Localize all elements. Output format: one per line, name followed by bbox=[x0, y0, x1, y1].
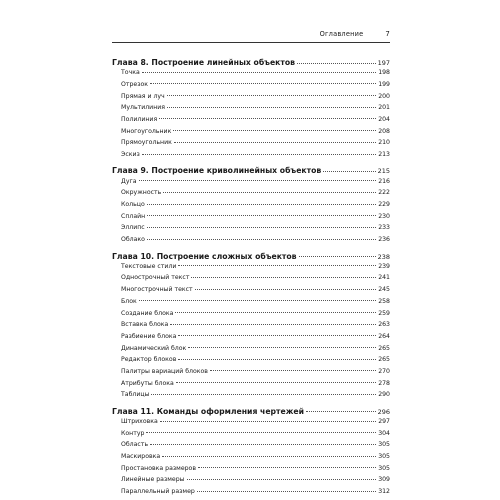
dot-leader bbox=[299, 256, 376, 257]
toc-item-title: Многострочный текст bbox=[121, 286, 193, 294]
toc-item-page-number: 258 bbox=[378, 297, 390, 305]
toc-item-title: Вставка блока bbox=[121, 321, 169, 329]
dot-leader bbox=[323, 171, 375, 172]
toc-item-title: Полилиния bbox=[121, 115, 158, 123]
toc-item-title: Простановка размеров bbox=[121, 464, 196, 472]
toc-item bbox=[112, 128, 390, 140]
toc-item-page-number: 241 bbox=[378, 274, 390, 282]
toc-item-title: Однострочный текст bbox=[121, 274, 190, 282]
toc-item-title: Отрезок bbox=[121, 80, 149, 88]
toc-item bbox=[112, 224, 390, 236]
toc-item bbox=[112, 116, 390, 128]
toc-chapter-page-number: 197 bbox=[377, 59, 390, 67]
toc-item bbox=[112, 310, 390, 322]
toc-item-title: Линейные размеры bbox=[121, 476, 185, 484]
toc-item-title: Многоугольник bbox=[121, 127, 172, 135]
toc-item bbox=[112, 201, 390, 213]
toc-item bbox=[112, 418, 390, 430]
dot-leader bbox=[188, 347, 376, 348]
toc-item-title: Эллипс bbox=[121, 224, 145, 232]
toc-item bbox=[112, 476, 390, 488]
toc-item-page-number: 213 bbox=[378, 151, 390, 158]
toc-item-page-number: 259 bbox=[378, 309, 390, 317]
toc-item-title: Штриховка bbox=[121, 418, 158, 426]
dot-leader bbox=[306, 411, 376, 412]
toc-item bbox=[112, 368, 390, 380]
toc-chapter-page-number: 238 bbox=[377, 252, 390, 261]
toc-item-page-number: 305 bbox=[378, 464, 390, 472]
toc-item-page-number: 198 bbox=[378, 69, 390, 77]
toc-item bbox=[112, 151, 390, 163]
toc-item-page-number: 201 bbox=[378, 104, 390, 112]
toc-item-page-number: 199 bbox=[378, 80, 390, 88]
toc-item-title: Редактор блоков bbox=[121, 356, 177, 364]
toc-item-page-number: 239 bbox=[378, 262, 390, 270]
dot-leader bbox=[150, 83, 376, 84]
toc-chapter-page-number: 215 bbox=[377, 167, 390, 176]
dot-leader bbox=[147, 215, 376, 216]
toc-item-title: Блок bbox=[121, 297, 137, 305]
toc-item bbox=[112, 178, 390, 190]
toc-item-page-number: 304 bbox=[378, 429, 390, 437]
toc-item bbox=[112, 345, 390, 357]
toc-item bbox=[112, 236, 390, 248]
dot-leader bbox=[178, 359, 376, 360]
toc-chapter-title: Глава 9. Построение криволинейных объектов bbox=[112, 166, 322, 176]
toc-item bbox=[112, 286, 390, 298]
toc-item-title: Таблицы bbox=[121, 391, 150, 399]
toc-item-page-number: 263 bbox=[378, 321, 390, 329]
toc-item bbox=[112, 391, 390, 403]
dot-leader bbox=[147, 204, 376, 205]
toc-chapter-title: Глава 11. Команды оформления чертежей bbox=[112, 406, 304, 416]
dot-leader bbox=[178, 335, 376, 336]
toc-item-page-number: 204 bbox=[378, 115, 390, 123]
toc-item-title: Дуга bbox=[121, 177, 137, 185]
toc-item bbox=[112, 488, 390, 500]
toc-item-page-number: 305 bbox=[378, 453, 390, 461]
dot-leader bbox=[142, 154, 376, 155]
toc-item-page-number: 297 bbox=[378, 418, 390, 426]
dot-leader bbox=[187, 479, 377, 480]
dot-leader bbox=[139, 300, 376, 301]
toc-item bbox=[112, 321, 390, 333]
toc-chapter-title: Глава 8. Построение линейных объектов bbox=[112, 58, 295, 67]
toc-item bbox=[112, 213, 390, 225]
toc-chapter-page-number: 296 bbox=[377, 407, 390, 416]
toc-item-title: Палитры вариаций блоков bbox=[121, 367, 208, 375]
toc-item bbox=[112, 380, 390, 392]
toc-item-page-number: 229 bbox=[378, 201, 390, 209]
dot-leader bbox=[146, 432, 376, 433]
dot-leader bbox=[162, 456, 376, 457]
toc-item-title: Текстовые стили bbox=[121, 262, 177, 270]
dot-leader bbox=[178, 265, 376, 266]
dot-leader bbox=[163, 192, 376, 193]
dot-leader bbox=[167, 95, 376, 96]
toc-item-title: Атрибуты блока bbox=[121, 379, 174, 387]
dot-leader bbox=[175, 312, 376, 313]
toc-item-page-number: 270 bbox=[378, 367, 390, 375]
toc-item-title: Разбиение блока bbox=[121, 332, 177, 340]
dot-leader bbox=[142, 72, 376, 73]
toc-item bbox=[112, 139, 390, 151]
running-head-title: Оглавление bbox=[319, 30, 364, 38]
toc-chapter bbox=[112, 58, 390, 69]
toc-item-page-number: 264 bbox=[378, 332, 390, 340]
table-of-contents bbox=[112, 58, 390, 500]
toc-item-page-number: 236 bbox=[378, 236, 390, 244]
toc-chapter-title: Глава 10. Построение сложных объектов bbox=[112, 251, 297, 261]
toc-item-page-number: 265 bbox=[378, 344, 390, 352]
toc-item bbox=[112, 69, 390, 81]
toc-item-title: Динамический блок bbox=[121, 344, 187, 352]
toc-item bbox=[112, 430, 390, 442]
toc-item-page-number: 265 bbox=[378, 356, 390, 364]
toc-item bbox=[112, 93, 390, 105]
toc-item-title: Сплайн bbox=[121, 212, 146, 220]
toc-item-title: Точка bbox=[121, 69, 140, 77]
toc-item-page-number: 222 bbox=[378, 189, 390, 197]
dot-leader bbox=[197, 491, 376, 492]
toc-item-page-number: 200 bbox=[378, 92, 390, 100]
toc-chapter bbox=[112, 166, 390, 177]
toc-item-title: Мультилиния bbox=[121, 104, 165, 112]
dot-leader bbox=[170, 324, 376, 325]
toc-item-page-number: 208 bbox=[378, 127, 390, 135]
dot-leader bbox=[297, 63, 376, 64]
toc-page bbox=[112, 30, 390, 500]
dot-leader bbox=[174, 142, 376, 143]
running-head-page-number: 7 bbox=[385, 30, 390, 38]
toc-item bbox=[112, 441, 390, 453]
toc-item-title: Прямая и луч bbox=[121, 92, 165, 100]
dot-leader bbox=[176, 382, 376, 383]
dot-leader bbox=[160, 421, 376, 422]
toc-item-title: Параллельный размер bbox=[121, 488, 195, 496]
toc-item-title: Область bbox=[121, 441, 149, 449]
toc-chapter bbox=[112, 407, 390, 418]
toc-item bbox=[112, 81, 390, 93]
toc-item bbox=[112, 263, 390, 275]
toc-item-page-number: 245 bbox=[378, 286, 390, 294]
dot-leader bbox=[167, 107, 376, 108]
dot-leader bbox=[147, 227, 376, 228]
toc-item-page-number: 278 bbox=[378, 379, 390, 387]
dot-leader bbox=[191, 277, 376, 278]
toc-item-page-number: 305 bbox=[378, 441, 390, 449]
toc-item-page-number: 309 bbox=[378, 476, 390, 484]
toc-item-title: Эскиз bbox=[121, 151, 140, 158]
toc-item-title: Кольцо bbox=[121, 201, 145, 209]
dot-leader bbox=[195, 289, 377, 290]
toc-item bbox=[112, 333, 390, 345]
toc-item bbox=[112, 356, 390, 368]
toc-item bbox=[112, 189, 390, 201]
toc-chapter bbox=[112, 252, 390, 263]
toc-item-page-number: 210 bbox=[378, 139, 390, 147]
toc-item-page-number: 233 bbox=[378, 224, 390, 232]
toc-item-title: Создание блока bbox=[121, 309, 174, 317]
toc-item-page-number: 216 bbox=[378, 177, 390, 185]
toc-item-page-number: 230 bbox=[378, 212, 390, 220]
dot-leader bbox=[210, 370, 376, 371]
dot-leader bbox=[173, 130, 376, 131]
toc-item bbox=[112, 298, 390, 310]
running-head bbox=[112, 30, 390, 43]
dot-leader bbox=[147, 239, 376, 240]
dot-leader bbox=[150, 444, 376, 445]
dot-leader bbox=[139, 180, 377, 181]
toc-item bbox=[112, 104, 390, 116]
toc-item bbox=[112, 274, 390, 286]
toc-item-page-number: 312 bbox=[378, 488, 390, 496]
toc-item-page-number: 290 bbox=[378, 391, 390, 399]
dot-leader bbox=[159, 118, 376, 119]
toc-item-title: Контур bbox=[121, 429, 145, 437]
dot-leader bbox=[198, 467, 376, 468]
dot-leader bbox=[151, 394, 376, 395]
toc-item-title: Окружность bbox=[121, 189, 162, 197]
toc-item bbox=[112, 453, 390, 465]
toc-item-title: Маскировка bbox=[121, 453, 161, 461]
toc-item bbox=[112, 465, 390, 477]
toc-item-title: Прямоугольник bbox=[121, 139, 172, 147]
toc-item-title: Облако bbox=[121, 236, 145, 244]
